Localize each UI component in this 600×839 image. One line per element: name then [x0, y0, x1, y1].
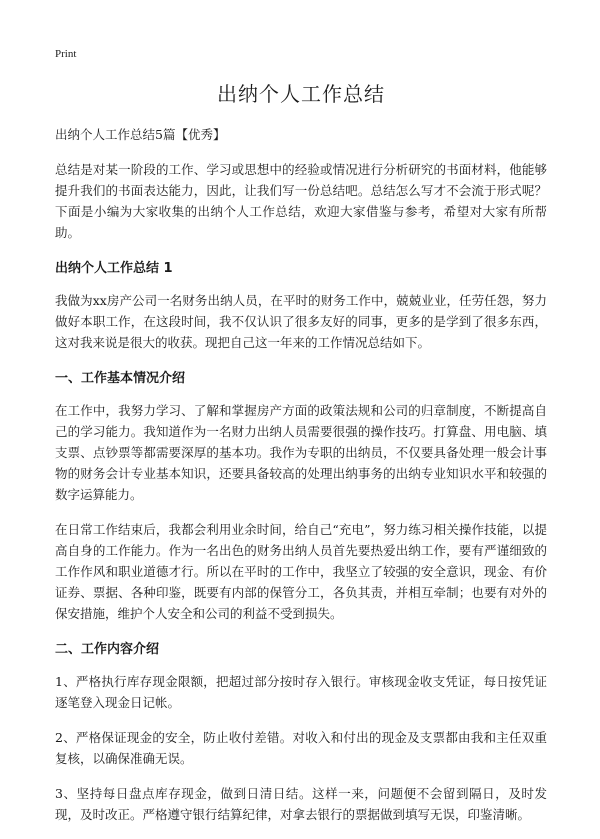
section-heading-work-content: 二、工作内容介绍	[55, 642, 160, 657]
basic-info-paragraph-2: 在日常工作结束后，我都会利用业余时间，给自己“充电”，努力练习相关操作技能，以提高自身的工作能力。作为一名出色的财务出纳人员首先要热爱出纳工作，要有严谨细致的工作作风和职业道德才行。所以在平时的工作中，我坚立了较强的安全意识，现金、有价证券、票据、各种印鉴，既要有内部的保管分工，各负其责，并相互牵制；也要有对外的保安措施，维护个人安全和公司的利益不受到损失。	[55, 522, 547, 621]
section-heading-basic-info: 一、工作基本情况介绍	[55, 371, 186, 386]
basic-info-paragraph-1: 在工作中，我努力学习、了解和掌握房产方面的政策法规和公司的归章制度，不断提高自己的学习能力。我知道作为一名财力出纳人员需要很强的操作技巧。打算盘、用电脑、填支票、点钞票等都需要深厚的基本功。我作为专职的出纳员，不仅要具备处理一般会计事物的财务会计专业基本知识，还要具备较高的处理出纳事务的出纳专业知识水平和较强的数字运算能力。	[55, 403, 547, 502]
work-content-item-1: 1、严格执行库存现金限额，把超过部分按时存入银行。审核现金收支凭证，每日按凭证逐笔登入现金日记帐。	[55, 674, 547, 710]
document-body	[55, 78, 547, 839]
summary-heading-1: 出纳个人工作总结 1	[55, 261, 173, 276]
print-link[interactable]: Print	[55, 48, 77, 60]
page-title: 出纳个人工作总结	[217, 82, 385, 106]
work-content-item-3: 3、坚持每日盘点库存现金，做到日清日结。这样一来，问题便不会留到隔日，及时发现，及时改正。严格遵守银行结算纪律，对拿去银行的票据做到填写无误，印鉴清晰。	[55, 786, 547, 822]
document-subtitle: 出纳个人工作总结5篇【优秀】	[55, 127, 226, 142]
work-content-item-2: 2、严格保证现金的安全，防止收付差错。对收入和付出的现金及支票都由我和主任双重复核，以确保准确无误。	[55, 730, 547, 766]
summary-paragraph-1: 我做为xx房产公司一名财务出纳人员，在平时的财务工作中，兢兢业业，任劳任怨，努力做好本职工作，在这段时间，我不仅认识了很多友好的同事，更多的是学到了很多东西，这对我来说是很大的收获。现把自己这一年来的工作情况总结如下。	[55, 293, 547, 350]
intro-paragraph: 总结是对某一阶段的工作、学习或思想中的经验或情况进行分析研究的书面材料，他能够提升我们的书面表达能力，因此，让我们写一份总结吧。总结怎么写才不会流于形式呢？下面是小编为大家收集的出纳个人工作总结，欢迎大家借鉴与参考，希望对大家有所帮助。	[55, 162, 547, 240]
